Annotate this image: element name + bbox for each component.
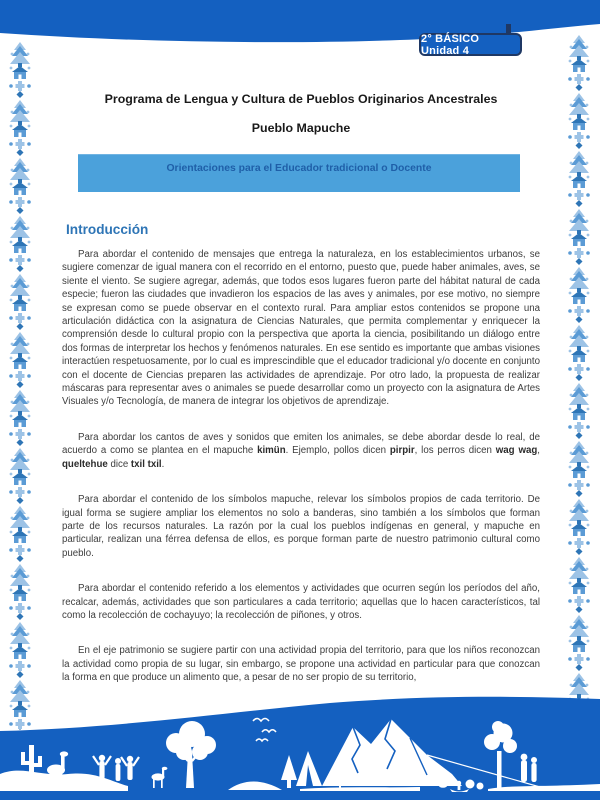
section-heading: Introducción — [66, 222, 149, 237]
left-border-pattern-icon — [7, 40, 33, 730]
mapuche-term: txil txil — [130, 458, 162, 470]
text-segment: , — [537, 445, 540, 457]
text-segment: , los perros dicen — [414, 445, 496, 457]
footer-illustration — [0, 685, 600, 800]
paragraph-heritage: En el eje patrimonio se sugiere partir con una actividad propia del territorio, para que los niños reconozcan la actividad como propia de su lugar, sin embargo, se propone una actividad en particular para que conozcan la forma en que produce un alimento que, a pesar de no ser propio de su territorio, — [62, 645, 540, 684]
paragraph-animal-sounds — [62, 431, 540, 471]
text-segment: Para abordar los cantos de aves y sonidos que emiten los animales, se debe abordar desde lo real, de acuerdo a como se plantea en el mapuche — [62, 431, 540, 457]
page-subtitle: Pueblo Mapuche — [251, 121, 351, 135]
mapuche-term: pirpir — [389, 445, 415, 457]
orientation-banner — [78, 154, 520, 192]
paragraph-seasonal-activities: Para abordar el contenido referido a los elementos y actividades que ocurren según los períodos del año, recalcar, además, actividades que son particulares a cada territorio; aquellas que lo hacen característicos, tal como la recolección de cochayuyo; la recolección de piñones, y otros. — [62, 583, 540, 621]
introduction-body — [62, 248, 540, 685]
text-segment: . — [161, 458, 165, 470]
unit-badge-label: 2° BÁSICO Unidad 4 — [421, 32, 480, 57]
paragraph-symbols: Para abordar el contenido de los símbolos mapuche, relevar los símbolos propios de cada territorio. De igual forma se sugiere ampliar los elementos no solo a banderas, sino también a los símbolos que forman parte de los recursos naturales. La razón por la cual los pueblos indígenas en general, y mapuche en particular, realizan una férrea defensa de ellos, es porque forman parte de nuestro patrimonio cultural como pueblo. — [62, 494, 540, 559]
mapuche-term: kimün — [257, 445, 286, 457]
page-title: Programa de Lengua y Cultura de Pueblos Originarios Ancestrales — [104, 92, 498, 106]
page-content — [62, 92, 540, 707]
mapuche-term: wag wag — [495, 445, 538, 457]
paragraph-nature-messages: Para abordar el contenido de mensajes que entrega la naturaleza, en los establecimientos urbanos, se sugiere comenzar de igual manera con el recorrido en el entorno, puesto que, puede haber animales, aves, se siente el viento. Se sugiere agregar, además, que todos esos lugares fueron parte del hábitat natural de cada especie; fueron las ciudades que invadieron los espacios de las aves y animales, por ese motivo, no siempre se expresan como se puede observar en el contexto rural. Para ampliar estos contenidos se propone una articulación didáctica con la asignatura de Ciencias Naturales, que permita complementar y enriquecer la comprensión desde lo cultural propio con la perspectiva que aporta la ciencia, posibilitando un diálogo entre dos formas de interpretar los hechos y fenómenos naturales. En ese sentido es importante que ambas visiones interactúen respetuosamente, por lo cual es imprescindible que el educador tradicional y/o docente en conjunto con el docente de Ciencias preparen las actividades de aprendizaje. Por otro lado, la propuesta de realizar máscaras para representar aves o animales se puede desarrollar como un proyecto con la asignatura de Artes Visuales y/o Tecnología, de manera de integrar los objetivos de aprendizaje. — [62, 249, 540, 408]
orientation-banner-label: Orientaciones para el Educador tradicional o Docente — [166, 163, 432, 174]
text-segment: . Ejemplo, pollos dicen — [285, 445, 390, 457]
right-border-pattern-icon — [566, 33, 592, 709]
mapuche-term: queltehue — [62, 458, 108, 470]
unit-badge — [419, 33, 522, 56]
text-segment: dice — [107, 458, 131, 470]
